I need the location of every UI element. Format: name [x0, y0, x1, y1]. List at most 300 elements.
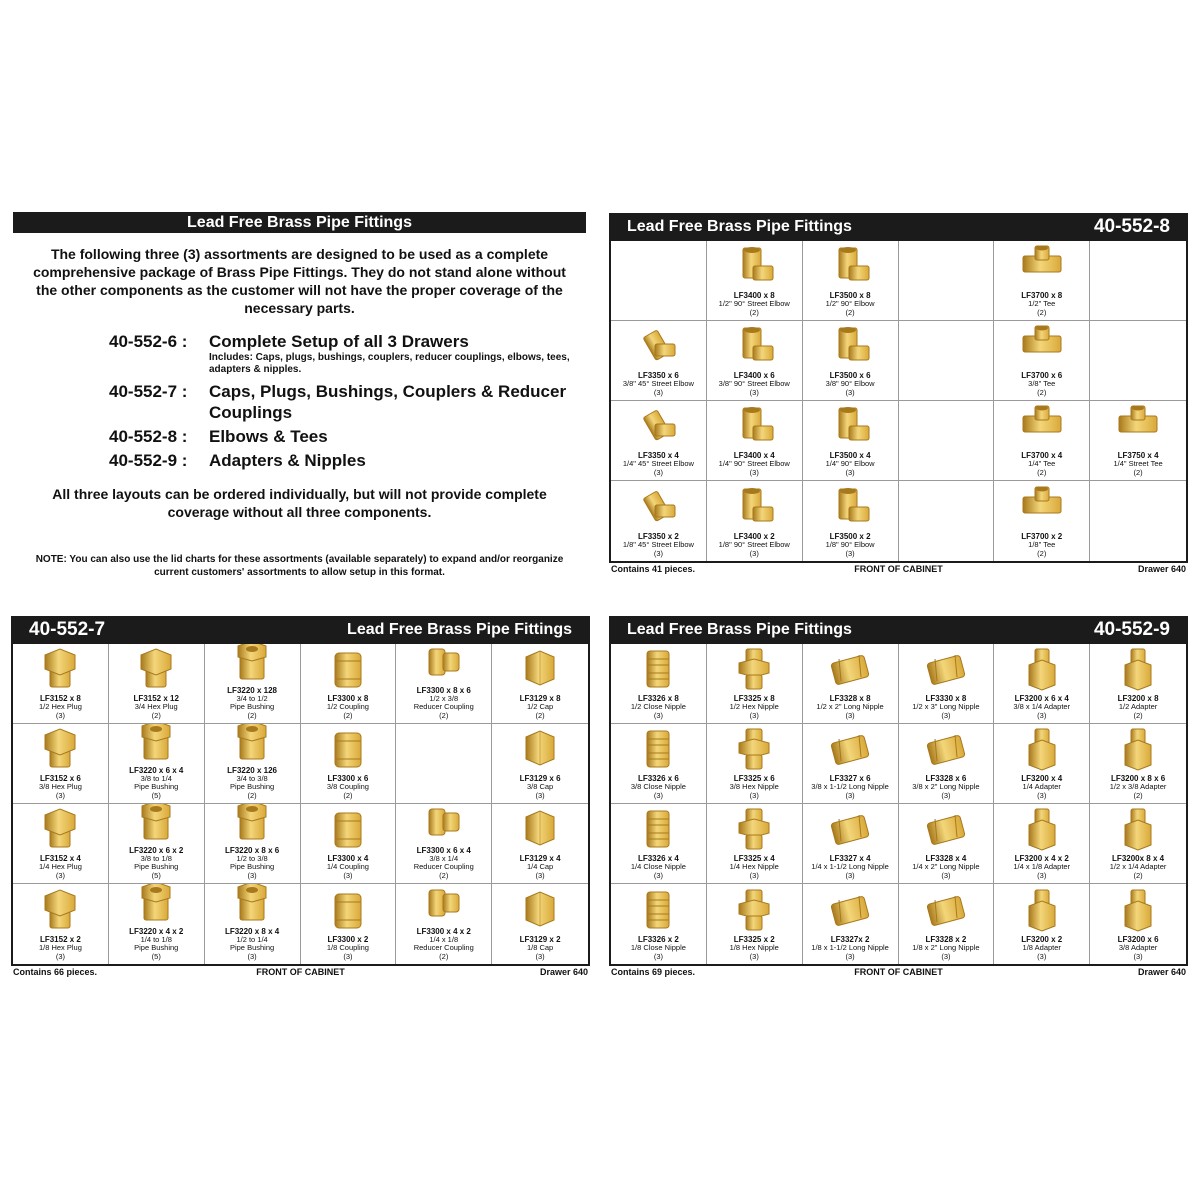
- part-quantity: (2): [343, 790, 353, 800]
- part-number: LF3328 x 8: [829, 694, 871, 703]
- part-description: 1/4" 90° Elbow: [825, 459, 875, 468]
- tee-icon: [1019, 242, 1065, 290]
- part-description: 3/8 Adapter: [1118, 943, 1158, 952]
- part-description: 1/2 Hex Plug: [38, 702, 82, 711]
- part-description: 1/2 Coupling: [326, 702, 369, 711]
- kit-code: 40-552-6 :: [109, 332, 188, 351]
- part-description: 3/8 x 2" Long Nipple: [912, 782, 980, 791]
- part-quantity: (3): [653, 710, 663, 720]
- fitting-grid: [609, 241, 1188, 563]
- part-number: LF3328 x 6: [925, 774, 967, 783]
- part-description: 1/2 x 2" Long Nipple: [816, 702, 884, 711]
- drawer-panel-40-552-8: [609, 213, 1188, 576]
- part-quantity: (5): [151, 951, 161, 961]
- elbow45-icon: [635, 322, 681, 370]
- part-description: 3/8" 45° Street Elbow: [622, 379, 694, 388]
- part-description: 1/2 Cap: [526, 702, 554, 711]
- part-quantity: (3): [845, 548, 855, 558]
- part-number: LF3350 x 4: [637, 451, 679, 460]
- elbow-icon: [827, 483, 873, 531]
- bushing-icon: [133, 884, 179, 926]
- part-quantity: (3): [653, 467, 663, 477]
- kit-item: [109, 426, 586, 447]
- part-description: 1/4 x 1-1/2 Long Nipple: [811, 862, 889, 871]
- part-number: LF3152 x 12: [133, 694, 179, 703]
- part-description: 1/8 Close Nipple: [630, 943, 686, 952]
- kit-title: Elbows & Tees: [209, 427, 328, 446]
- part-quantity: (2): [845, 307, 855, 317]
- part-quantity: (3): [749, 870, 759, 880]
- part-quantity: (3): [653, 387, 663, 397]
- part-description: 3/8" 90° Elbow: [825, 379, 875, 388]
- part-number: LF3220 x 6 x 2: [129, 845, 184, 855]
- fitting-grid: [11, 644, 590, 966]
- part-number: LF3400 x 2: [733, 532, 775, 541]
- kit-code: 40-552-8 :: [109, 427, 188, 446]
- fitting-cell: [205, 804, 301, 884]
- part-number: LF3129 x 4: [519, 854, 561, 863]
- part-description: 3/4 Hex Plug: [134, 702, 178, 711]
- part-quantity: (3): [535, 790, 545, 800]
- panel-code: 40-552-9: [1093, 619, 1170, 640]
- long-nipple-icon: [923, 886, 969, 934]
- part-number: LF3200x 8 x 4: [1112, 854, 1165, 863]
- fitting-cell: [205, 884, 301, 964]
- nipple-icon: [635, 805, 681, 853]
- part-description: 1/4 x 2" Long Nipple: [912, 862, 980, 871]
- part-description: 1/4 Hex Plug: [38, 862, 82, 871]
- panel-title: Lead Free Brass Pipe Fittings: [627, 218, 852, 235]
- intro-title: Lead Free Brass Pipe Fittings: [13, 212, 586, 233]
- part-number: LF3200 x 4 x 2: [1014, 854, 1069, 863]
- intro-panel: [13, 212, 586, 607]
- part-quantity: (3): [653, 870, 663, 880]
- fitting-cell: [803, 321, 899, 401]
- part-quantity: (5): [151, 870, 161, 880]
- part-description: 1/4 Coupling: [326, 862, 369, 871]
- kit-title: Caps, Plugs, Bushings, Couplers & Reducer Couplings: [209, 382, 567, 422]
- part-number: LF3200 x 6 x 4: [1014, 694, 1069, 703]
- kit-note: Includes: Caps, plugs, bushings, couplers, reducer couplings, elbows, tees, adapters & nipples.: [209, 352, 570, 375]
- part-description: 3/8 Hex Nipple: [729, 782, 779, 791]
- cap-icon: [517, 805, 563, 853]
- fitting-cell: [396, 644, 492, 724]
- fitting-cell: [899, 724, 995, 804]
- part-number: LF3200 x 4: [1021, 774, 1063, 783]
- part-quantity: (2): [1037, 548, 1047, 558]
- part-description: 1/2 x 3" Long Nipple: [912, 702, 980, 711]
- kit-title: Complete Setup of all 3 Drawers: [209, 332, 469, 351]
- drawer-number: Drawer 640: [1137, 967, 1187, 977]
- part-description: 3/8 to 1/8: [140, 853, 172, 863]
- fitting-cell: [13, 804, 109, 884]
- fitting-cell: [803, 401, 899, 481]
- part-number: LF3200 x 6: [1117, 935, 1159, 944]
- hex-nipple-icon: [731, 805, 777, 853]
- panel-title: Lead Free Brass Pipe Fittings: [627, 621, 852, 638]
- part-number: LF3328 x 4: [925, 854, 967, 863]
- part-description-2: Pipe Bushing: [229, 862, 275, 871]
- kit-code: 40-552-9 :: [109, 451, 188, 470]
- part-description: 1/8" 90° Street Elbow: [718, 540, 790, 549]
- part-number: LF3220 x 128: [227, 685, 277, 695]
- long-nipple-icon: [923, 645, 969, 693]
- reducer-icon: [421, 804, 467, 845]
- part-description: 1/4 Adapter: [1022, 782, 1061, 791]
- elbow-icon: [731, 483, 777, 531]
- fitting-cell: [803, 481, 899, 561]
- elbow-icon: [731, 322, 777, 370]
- part-number: LF3325 x 4: [733, 854, 775, 863]
- part-quantity: (2): [1133, 870, 1143, 880]
- part-quantity: (3): [941, 951, 951, 961]
- fitting-cell: [707, 884, 803, 964]
- adapter-icon: [1019, 645, 1065, 693]
- part-number: LF3700 x 4: [1021, 451, 1063, 460]
- part-number: LF3325 x 8: [733, 694, 775, 703]
- part-number: LF3700 x 2: [1021, 532, 1063, 541]
- fitting-cell: [109, 804, 205, 884]
- coupling-icon: [325, 645, 371, 693]
- part-quantity: (3): [845, 951, 855, 961]
- elbow45-icon: [635, 483, 681, 531]
- coupling-icon: [325, 725, 371, 773]
- part-description: 1/8 x 1-1/2 Long Nipple: [811, 943, 889, 952]
- part-description-2: Reducer Coupling: [413, 862, 474, 871]
- part-description: 1/8 Hex Nipple: [729, 943, 779, 952]
- part-description-2: Pipe Bushing: [229, 782, 275, 791]
- part-description: 1/4 x 1/8 Adapter: [1013, 862, 1071, 871]
- elbow45-icon: [635, 402, 681, 450]
- panel-footer: [609, 966, 1188, 979]
- fitting-cell: [301, 804, 397, 884]
- part-quantity: (3): [749, 548, 759, 558]
- part-quantity: (3): [941, 710, 951, 720]
- fitting-cell: [611, 724, 707, 804]
- adapter-icon: [1115, 725, 1161, 773]
- part-quantity: (2): [749, 307, 759, 317]
- adapter-icon: [1019, 886, 1065, 934]
- part-quantity: (2): [439, 870, 449, 880]
- part-number: LF3350 x 6: [637, 371, 679, 380]
- coupling-icon: [325, 886, 371, 934]
- intro-paragraph: The following three (3) assortments are designed to be used as a complete comprehensive package of Brass Pipe Fittings. They do not stand alone without the other components as the customer will not have the proper coverage of the necessary parts.: [33, 246, 566, 316]
- fitting-cell: [13, 644, 109, 724]
- empty-cell: [899, 401, 995, 481]
- part-description: 1/4 to 1/8: [140, 934, 172, 944]
- elbow-icon: [827, 322, 873, 370]
- part-description: 1/2 to 3/8: [236, 853, 268, 863]
- part-quantity: (3): [845, 387, 855, 397]
- part-description: 3/8 x 1-1/2 Long Nipple: [811, 782, 889, 791]
- bushing-icon: [229, 644, 275, 685]
- part-description: 1/8 x 2" Long Nipple: [912, 943, 980, 952]
- elbow-icon: [827, 242, 873, 290]
- kit-item: [109, 450, 586, 471]
- adapter-icon: [1115, 805, 1161, 853]
- part-number: LF3220 x 4 x 2: [129, 926, 184, 936]
- part-number: LF3200 x 8 x 6: [1110, 774, 1166, 783]
- part-description: 3/8 x 1/4 Adapter: [1013, 702, 1071, 711]
- fitting-cell: [492, 884, 588, 964]
- part-description-2: Reducer Coupling: [413, 702, 474, 711]
- bushing-icon: [229, 884, 275, 926]
- fitting-cell: [899, 644, 995, 724]
- part-description: 1/2 x 1/4 Adapter: [1109, 862, 1167, 871]
- part-quantity: (3): [845, 790, 855, 800]
- empty-cell: [1090, 481, 1186, 561]
- part-number: LF3400 x 8: [733, 291, 775, 300]
- part-description-2: Pipe Bushing: [134, 862, 179, 871]
- part-number: LF3300 x 6: [327, 774, 369, 783]
- empty-cell: [1090, 321, 1186, 401]
- nipple-icon: [635, 645, 681, 693]
- piece-count: Contains 41 pieces.: [611, 564, 696, 574]
- part-description: 1/2" 90° Elbow: [825, 299, 875, 308]
- fitting-cell: [205, 644, 301, 724]
- part-number: LF3129 x 8: [519, 694, 561, 703]
- part-description: 1/4 x 1/8: [429, 934, 459, 944]
- part-quantity: (2): [1037, 467, 1047, 477]
- part-description: 1/4" Street Tee: [1113, 459, 1163, 468]
- panel-footer: [609, 563, 1188, 576]
- fitting-cell: [492, 804, 588, 884]
- fitting-cell: [611, 401, 707, 481]
- part-description: 1/2 x 3/8: [429, 693, 459, 703]
- reducer-icon: [421, 644, 467, 685]
- hex-plug-icon: [37, 886, 83, 934]
- part-number: LF3200 x 8: [1117, 694, 1159, 703]
- drawer-number: Drawer 640: [1137, 564, 1187, 574]
- part-number: LF3152 x 8: [39, 694, 81, 703]
- part-description: 1/8" 90° Elbow: [825, 540, 875, 549]
- drawer-panel-40-552-9: [609, 616, 1188, 979]
- cabinet-front-label: FRONT OF CABINET: [854, 967, 943, 977]
- hex-nipple-icon: [731, 886, 777, 934]
- nipple-icon: [635, 886, 681, 934]
- fitting-cell: [994, 724, 1090, 804]
- part-number: LF3326 x 2: [637, 935, 679, 944]
- part-number: LF3220 x 126: [227, 765, 277, 775]
- part-quantity: (2): [1133, 790, 1143, 800]
- part-number: LF3325 x 2: [733, 935, 775, 944]
- part-number: LF3326 x 4: [637, 854, 679, 863]
- adapter-icon: [1019, 805, 1065, 853]
- fitting-cell: [1090, 884, 1186, 964]
- part-number: LF3330 x 8: [925, 694, 967, 703]
- long-nipple-icon: [827, 725, 873, 773]
- fitting-cell: [994, 884, 1090, 964]
- part-description: 3/8" Tee: [1028, 379, 1056, 388]
- fitting-cell: [1090, 644, 1186, 724]
- part-description: 1/4" 45° Street Elbow: [622, 459, 694, 468]
- bushing-icon: [229, 804, 275, 845]
- fitting-cell: [1090, 401, 1186, 481]
- fitting-cell: [13, 884, 109, 964]
- part-quantity: (3): [749, 467, 759, 477]
- cabinet-front-label: FRONT OF CABINET: [256, 967, 345, 977]
- empty-cell: [899, 321, 995, 401]
- kit-list: [109, 331, 586, 471]
- part-description: 1/4 Cap: [526, 862, 554, 871]
- fitting-cell: [707, 401, 803, 481]
- hex-nipple-icon: [731, 725, 777, 773]
- fitting-cell: [611, 321, 707, 401]
- part-description: 1/2 Hex Nipple: [729, 702, 779, 711]
- part-quantity: (3): [941, 870, 951, 880]
- fitting-cell: [899, 804, 995, 884]
- fitting-cell: [707, 724, 803, 804]
- part-description-2: Reducer Coupling: [413, 943, 474, 952]
- panel-code: 40-552-8: [1093, 216, 1170, 237]
- part-number: LF3700 x 6: [1021, 371, 1063, 380]
- part-description: 1/2" 90° Street Elbow: [718, 299, 790, 308]
- part-quantity: (2): [247, 790, 257, 800]
- part-quantity: (3): [1037, 870, 1047, 880]
- fitting-cell: [803, 884, 899, 964]
- part-quantity: (3): [55, 951, 65, 961]
- part-description: 1/4" 90° Street Elbow: [718, 459, 790, 468]
- adapter-icon: [1115, 886, 1161, 934]
- part-number: LF3500 x 4: [829, 451, 871, 460]
- fitting-cell: [994, 401, 1090, 481]
- part-number: LF3325 x 6: [733, 774, 775, 783]
- part-description: 1/8" 45° Street Elbow: [622, 540, 694, 549]
- part-quantity: (3): [247, 951, 257, 961]
- fitting-cell: [1090, 804, 1186, 884]
- part-quantity: (3): [749, 790, 759, 800]
- fitting-cell: [611, 481, 707, 561]
- part-description: 3/8 Coupling: [326, 782, 369, 791]
- fitting-cell: [109, 644, 205, 724]
- part-description: 1/4" Tee: [1028, 459, 1056, 468]
- long-nipple-icon: [827, 805, 873, 853]
- part-number: LF3200 x 2: [1021, 935, 1063, 944]
- panel-code: 40-552-7: [29, 619, 106, 640]
- cap-icon: [517, 886, 563, 934]
- part-description: 1/8 Adapter: [1022, 943, 1061, 952]
- fitting-cell: [109, 724, 205, 804]
- long-nipple-icon: [827, 886, 873, 934]
- part-number: LF3129 x 6: [519, 774, 561, 783]
- part-number: LF3220 x 8 x 6: [224, 845, 280, 855]
- part-quantity: (3): [845, 467, 855, 477]
- part-description: 1/4 Hex Nipple: [729, 862, 779, 871]
- part-description: 3/8" 90° Street Elbow: [718, 379, 790, 388]
- part-description: 1/8 Cap: [526, 943, 554, 952]
- part-quantity: (3): [343, 870, 353, 880]
- part-quantity: (3): [749, 387, 759, 397]
- part-quantity: (2): [439, 951, 449, 961]
- fitting-cell: [994, 321, 1090, 401]
- part-quantity: (3): [55, 790, 65, 800]
- panel-banner: [11, 616, 590, 644]
- part-number: LF3500 x 2: [829, 532, 871, 541]
- panel-banner: [609, 213, 1188, 241]
- tee-icon: [1019, 483, 1065, 531]
- part-quantity: (2): [1133, 710, 1143, 720]
- piece-count: Contains 69 pieces.: [611, 967, 696, 977]
- part-number: LF3350 x 2: [637, 532, 679, 541]
- hex-plug-icon: [133, 645, 179, 693]
- adapter-icon: [1115, 645, 1161, 693]
- part-quantity: (2): [343, 710, 353, 720]
- part-description-2: Pipe Bushing: [229, 943, 275, 952]
- part-description: 1/2 to 1/4: [236, 934, 268, 944]
- part-number: LF3326 x 8: [637, 694, 679, 703]
- part-number: LF3750 x 4: [1117, 451, 1159, 460]
- part-quantity: (2): [439, 710, 449, 720]
- hex-plug-icon: [37, 645, 83, 693]
- fitting-cell: [205, 724, 301, 804]
- fitting-cell: [492, 724, 588, 804]
- coupling-icon: [325, 805, 371, 853]
- part-quantity: (3): [653, 790, 663, 800]
- part-quantity: (3): [1037, 710, 1047, 720]
- part-quantity: (5): [151, 790, 161, 800]
- fitting-cell: [803, 241, 899, 321]
- part-description: 3/8 to 1/4: [140, 773, 172, 783]
- part-quantity: (2): [151, 710, 161, 720]
- part-number: LF3327 x 4: [829, 854, 871, 863]
- kit-code: 40-552-7 :: [109, 382, 188, 401]
- part-number: LF3220 x 6 x 4: [129, 765, 184, 775]
- part-quantity: (3): [749, 710, 759, 720]
- part-quantity: (3): [343, 951, 353, 961]
- part-quantity: (3): [55, 870, 65, 880]
- fitting-cell: [707, 241, 803, 321]
- part-quantity: (2): [1037, 387, 1047, 397]
- fitting-cell: [611, 644, 707, 724]
- bushing-icon: [133, 804, 179, 845]
- part-description: 1/2 x 3/8 Adapter: [1109, 782, 1167, 791]
- empty-cell: [1090, 241, 1186, 321]
- kit-item: [109, 331, 586, 378]
- part-number: LF3300 x 2: [327, 935, 369, 944]
- fitting-cell: [301, 884, 397, 964]
- panel-title: Lead Free Brass Pipe Fittings: [347, 621, 572, 638]
- part-quantity: (3): [1037, 790, 1047, 800]
- elbow-icon: [731, 242, 777, 290]
- part-description: 1/2 Adapter: [1118, 702, 1158, 711]
- part-quantity: (3): [1133, 951, 1143, 961]
- part-number: LF3326 x 6: [637, 774, 679, 783]
- long-nipple-icon: [923, 805, 969, 853]
- part-description: 3/8 Cap: [526, 782, 554, 791]
- fitting-cell: [611, 884, 707, 964]
- part-number: LF3328 x 2: [925, 935, 967, 944]
- fitting-grid: [609, 644, 1188, 966]
- adapter-icon: [1019, 725, 1065, 773]
- fitting-cell: [301, 724, 397, 804]
- fitting-cell: [899, 884, 995, 964]
- part-number: LF3129 x 2: [519, 935, 561, 944]
- fitting-cell: [611, 804, 707, 884]
- hex-plug-icon: [37, 725, 83, 773]
- elbow-icon: [731, 402, 777, 450]
- cap-icon: [517, 725, 563, 773]
- cabinet-front-label: FRONT OF CABINET: [854, 564, 943, 574]
- drawer-number: Drawer 640: [539, 967, 589, 977]
- part-number: LF3152 x 6: [39, 774, 81, 783]
- part-quantity: (3): [653, 548, 663, 558]
- part-description: 1/8 Hex Plug: [38, 943, 82, 952]
- tee-icon: [1019, 322, 1065, 370]
- panel-banner: [609, 616, 1188, 644]
- fitting-cell: [994, 481, 1090, 561]
- part-quantity: (3): [1037, 951, 1047, 961]
- part-quantity: (2): [247, 710, 257, 720]
